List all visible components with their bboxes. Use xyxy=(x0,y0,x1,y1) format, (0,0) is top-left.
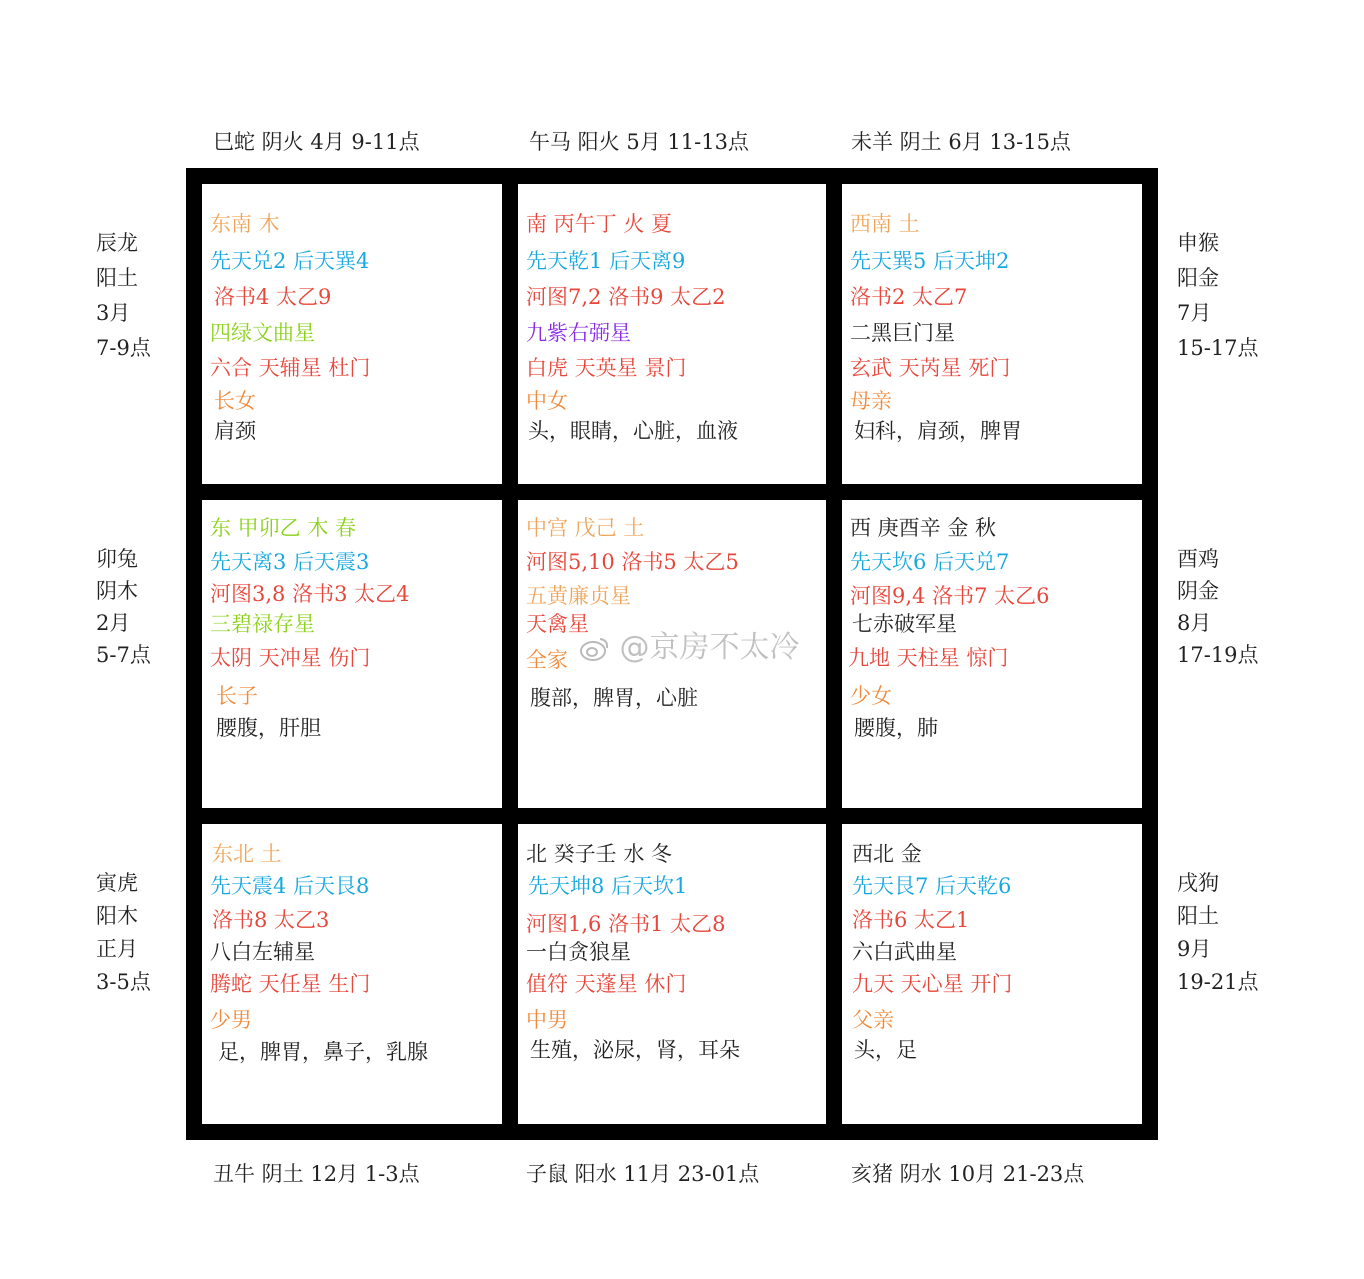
right-label-line: 17-19点 xyxy=(1177,643,1259,667)
palace-numbers: 河图3,8 洛书3 太乙4 xyxy=(210,582,410,606)
right-label-line: 戌狗 xyxy=(1177,871,1219,895)
right-label-line: 9月 xyxy=(1177,937,1212,961)
palace-northwest xyxy=(842,824,1142,1124)
palace-gate: 玄武 天芮星 死门 xyxy=(850,356,1011,380)
weibo-logo-icon xyxy=(580,636,610,662)
palace-southwest xyxy=(842,184,1142,484)
palace-gate: 九地 天柱星 惊门 xyxy=(848,646,1009,670)
palace-west xyxy=(842,500,1142,808)
palace-family: 中男 xyxy=(526,1008,568,1032)
left-label-yin xyxy=(96,867,151,999)
palace-trigram: 先天震4 后天艮8 xyxy=(210,874,370,898)
bottom-label-chou: 丑牛 阴土 12月 1-3点 xyxy=(213,1162,420,1186)
palace-trigram: 先天巽5 后天坤2 xyxy=(850,249,1010,273)
palace-star: 七赤破军星 xyxy=(852,612,957,636)
palace-star-name: 天禽星 xyxy=(526,612,589,636)
palace-star: 八白左辅星 xyxy=(210,940,315,964)
bottom-label-hai: 亥猪 阴水 10月 21-23点 xyxy=(851,1162,1085,1186)
palace-trigram: 先天离3 后天震3 xyxy=(210,550,370,574)
palace-body: 生殖，泌尿，肾，耳朵 xyxy=(530,1038,740,1062)
palace-northeast xyxy=(202,824,502,1124)
palace-body: 肩颈 xyxy=(214,419,256,443)
palace-trigram: 先天坤8 后天坎1 xyxy=(528,874,688,898)
palace-star: 六白武曲星 xyxy=(852,940,957,964)
right-label-line: 酉鸡 xyxy=(1177,547,1219,571)
left-label-line: 辰龙 xyxy=(96,231,138,255)
left-label-line: 7-9点 xyxy=(96,336,151,360)
palace-family: 长女 xyxy=(214,389,256,413)
right-label-line: 7月 xyxy=(1177,301,1212,325)
palace-numbers: 洛书2 太乙7 xyxy=(850,285,968,309)
right-label-line: 申猴 xyxy=(1177,231,1219,255)
top-label-si: 巳蛇 阴火 4月 9-11点 xyxy=(213,130,420,154)
palace-direction: 北 癸子壬 水 冬 xyxy=(526,842,673,866)
palace-numbers: 洛书4 太乙9 xyxy=(214,285,332,309)
palace-direction: 西 庚酉辛 金 秋 xyxy=(850,516,997,540)
palace-family: 少女 xyxy=(850,684,892,708)
palace-direction: 东北 土 xyxy=(212,842,282,866)
left-label-line: 正月 xyxy=(96,937,138,961)
right-label-you xyxy=(1177,543,1259,671)
palace-numbers: 河图7,2 洛书9 太乙2 xyxy=(526,285,726,309)
palace-east xyxy=(202,500,502,808)
watermark xyxy=(580,622,800,666)
palace-numbers: 河图5,10 洛书5 太乙5 xyxy=(526,550,739,574)
palace-direction: 西北 金 xyxy=(852,842,922,866)
palace-star: 一白贪狼星 xyxy=(526,940,631,964)
palace-southeast xyxy=(202,184,502,484)
left-label-line: 2月 xyxy=(96,611,131,635)
left-label-line: 阴木 xyxy=(96,579,138,603)
palace-gate: 值符 天蓬星 休门 xyxy=(526,972,687,996)
palace-star: 三碧禄存星 xyxy=(210,612,315,636)
right-label-line: 19-21点 xyxy=(1177,970,1259,994)
right-label-line: 8月 xyxy=(1177,611,1212,635)
palace-body: 腹部，脾胃，心脏 xyxy=(530,686,698,710)
palace-body: 头，眼睛，心脏，血液 xyxy=(528,419,738,443)
palace-gate: 白虎 天英星 景门 xyxy=(526,356,687,380)
palace-family: 母亲 xyxy=(850,389,892,413)
palace-numbers: 洛书6 太乙1 xyxy=(852,908,970,932)
right-label-shen xyxy=(1177,226,1259,366)
watermark-text: @京房不太冷 xyxy=(619,630,800,665)
palace-gate: 六合 天辅星 杜门 xyxy=(210,356,371,380)
palace-star: 四绿文曲星 xyxy=(210,321,315,345)
right-label-line: 阴金 xyxy=(1177,579,1219,603)
palace-trigram: 先天坎6 后天兑7 xyxy=(850,550,1010,574)
left-label-line: 阳木 xyxy=(96,904,138,928)
left-label-line: 5-7点 xyxy=(96,643,151,667)
left-label-line: 阳土 xyxy=(96,266,138,290)
palace-star: 九紫右弼星 xyxy=(526,321,631,345)
palace-gate: 太阴 天冲星 伤门 xyxy=(210,646,371,670)
palace-north xyxy=(518,824,826,1124)
palace-family: 全家 xyxy=(526,648,568,672)
palace-numbers: 洛书8 太乙3 xyxy=(212,908,330,932)
left-label-mao xyxy=(96,543,151,671)
left-label-line: 卯兔 xyxy=(96,547,138,571)
right-label-xu xyxy=(1177,867,1259,999)
right-label-line: 15-17点 xyxy=(1177,336,1259,360)
palace-gate: 腾蛇 天任星 生门 xyxy=(210,972,371,996)
left-label-line: 3月 xyxy=(96,301,131,325)
palace-direction: 中宫 戊己 土 xyxy=(526,516,645,540)
top-label-wei: 未羊 阴土 6月 13-15点 xyxy=(851,130,1071,154)
left-label-chen xyxy=(96,226,151,366)
palace-direction: 西南 土 xyxy=(850,212,920,236)
palace-body: 头，足 xyxy=(854,1038,917,1062)
palace-direction: 南 丙午丁 火 夏 xyxy=(526,212,673,236)
right-label-line: 阳土 xyxy=(1177,904,1219,928)
palace-body: 腰腹，肝胆 xyxy=(216,716,321,740)
left-label-line: 3-5点 xyxy=(96,970,151,994)
palace-direction: 东南 木 xyxy=(210,212,280,236)
bottom-label-zi: 子鼠 阳水 11月 23-01点 xyxy=(526,1162,760,1186)
palace-direction: 东 甲卯乙 木 春 xyxy=(210,516,357,540)
palace-numbers: 河图1,6 洛书1 太乙8 xyxy=(526,912,726,936)
palace-star: 二黑巨门星 xyxy=(850,321,955,345)
palace-body: 腰腹，肺 xyxy=(854,716,938,740)
palace-gate: 九天 天心星 开门 xyxy=(852,972,1013,996)
palace-family: 父亲 xyxy=(852,1008,894,1032)
palace-numbers: 河图9,4 洛书7 太乙6 xyxy=(850,584,1050,608)
top-label-wu: 午马 阳火 5月 11-13点 xyxy=(529,130,749,154)
palace-star: 五黄廉贞星 xyxy=(526,584,631,608)
palace-body: 足，脾胃，鼻子，乳腺 xyxy=(218,1040,428,1064)
palace-trigram: 先天艮7 后天乾6 xyxy=(852,874,1012,898)
palace-trigram: 先天兑2 后天巽4 xyxy=(210,249,370,273)
palace-family: 少男 xyxy=(210,1008,252,1032)
right-label-line: 阳金 xyxy=(1177,266,1219,290)
palace-family: 长子 xyxy=(216,684,258,708)
palace-body: 妇科，肩颈，脾胃 xyxy=(854,419,1022,443)
palace-south xyxy=(518,184,826,484)
palace-family: 中女 xyxy=(526,389,568,413)
left-label-line: 寅虎 xyxy=(96,871,138,895)
palace-trigram: 先天乾1 后天离9 xyxy=(526,249,686,273)
